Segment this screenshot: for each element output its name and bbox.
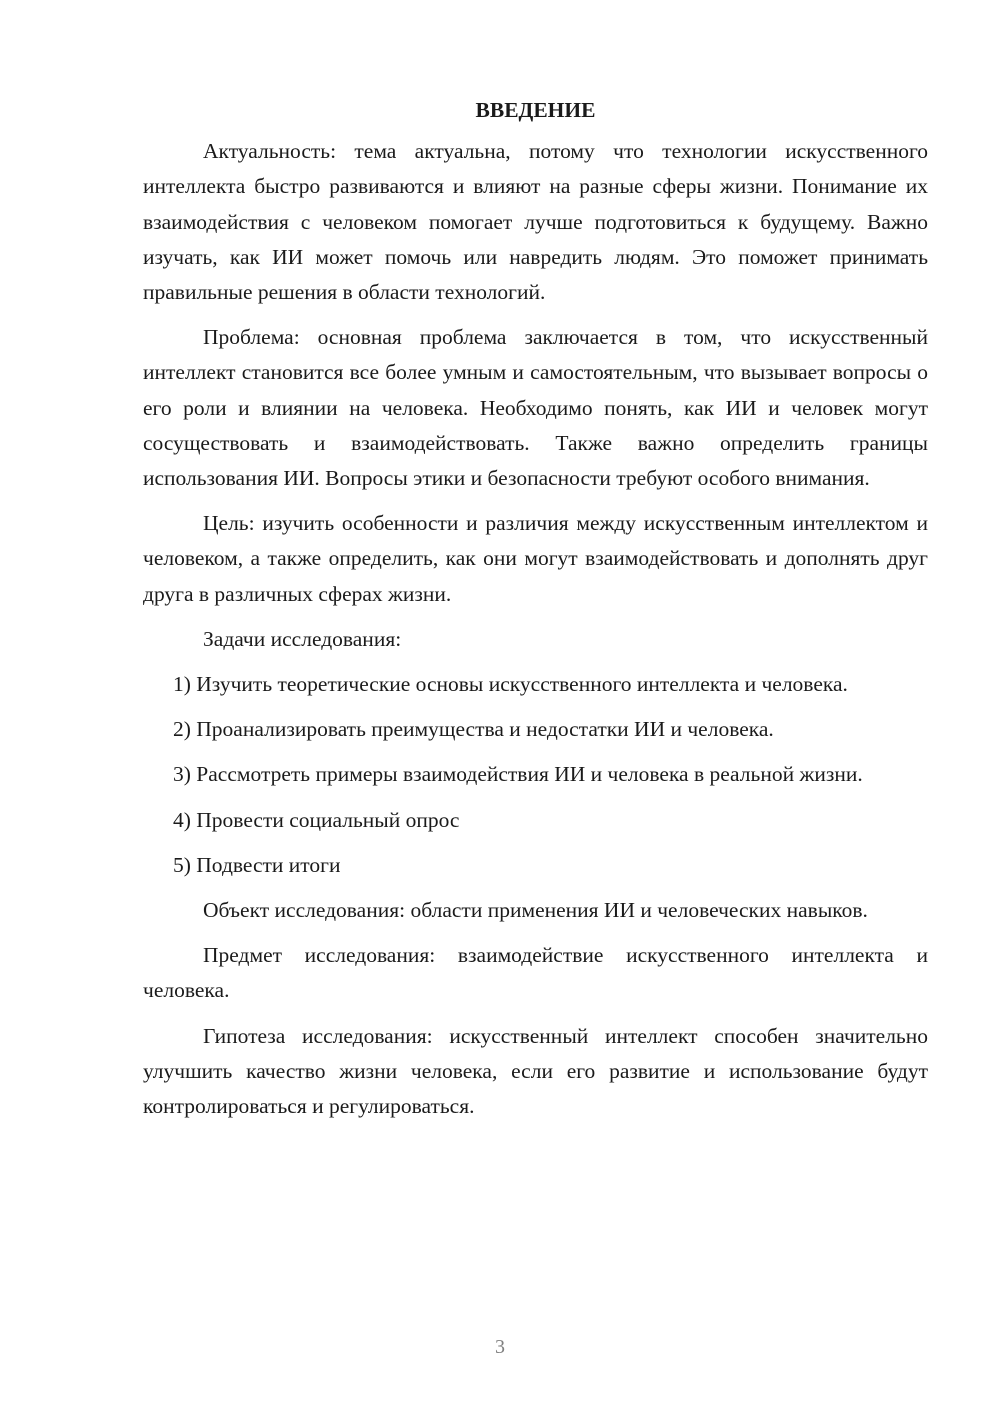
- problem-paragraph: Проблема: основная проблема заключается в том, что искусственный интеллект становится все более умным и самостоятельным, что вызывает вопросы о его роли и влиянии на человека. Необходимо понять, как ИИ и человек могут сосуществовать и взаимодействовать. Также важно определить границы использования ИИ. Вопросы этики и безопасности требуют особого внимания.: [143, 325, 928, 491]
- page-number: 3: [495, 1336, 505, 1358]
- section-title: ВВЕДЕНИЕ: [475, 98, 596, 122]
- hypothesis-paragraph: Гипотеза исследования: искусственный интеллект способен значительно улучшить качество жизни человека, если его развитие и использование будут контролироваться и регулироваться.: [143, 1023, 928, 1119]
- task-item-4: 4) Провести социальный опрос: [173, 807, 460, 832]
- tasks-heading: Задачи исследования:: [203, 626, 402, 651]
- task-item-3: 3) Рассмотреть примеры взаимодействия ИИ и человека в реальной жизни.: [173, 762, 863, 787]
- object-paragraph: Объект исследования: области применения ИИ и человеческих навыков.: [203, 898, 868, 923]
- task-item-1: 1) Изучить теоретические основы искусственного интеллекта и человека.: [173, 672, 848, 697]
- page-content: [143, 93, 928, 1124]
- task-item-5: 5) Подвести итоги: [173, 852, 341, 877]
- subject-paragraph: Предмет исследования: взаимодействие искусственного интеллекта и человека.: [143, 943, 928, 1003]
- relevance-paragraph: Актуальность: тема актуальна, потому что технологии искусственного интеллекта быстро развиваются и влияют на разные сферы жизни. Понимание их взаимодействия с человеком помогает лучше подготовиться к будущему. Важно изучать, как ИИ может помочь или навредить людям. Это поможет принимать правильные решения в области технологий.: [143, 139, 928, 305]
- goal-paragraph: Цель: изучить особенности и различия между искусственным интеллектом и человеком, а также определить, как они могут взаимодействовать и дополнять друг друга в различных сферах жизни.: [143, 511, 928, 606]
- task-item-2: 2) Проанализировать преимущества и недостатки ИИ и человека.: [173, 717, 774, 742]
